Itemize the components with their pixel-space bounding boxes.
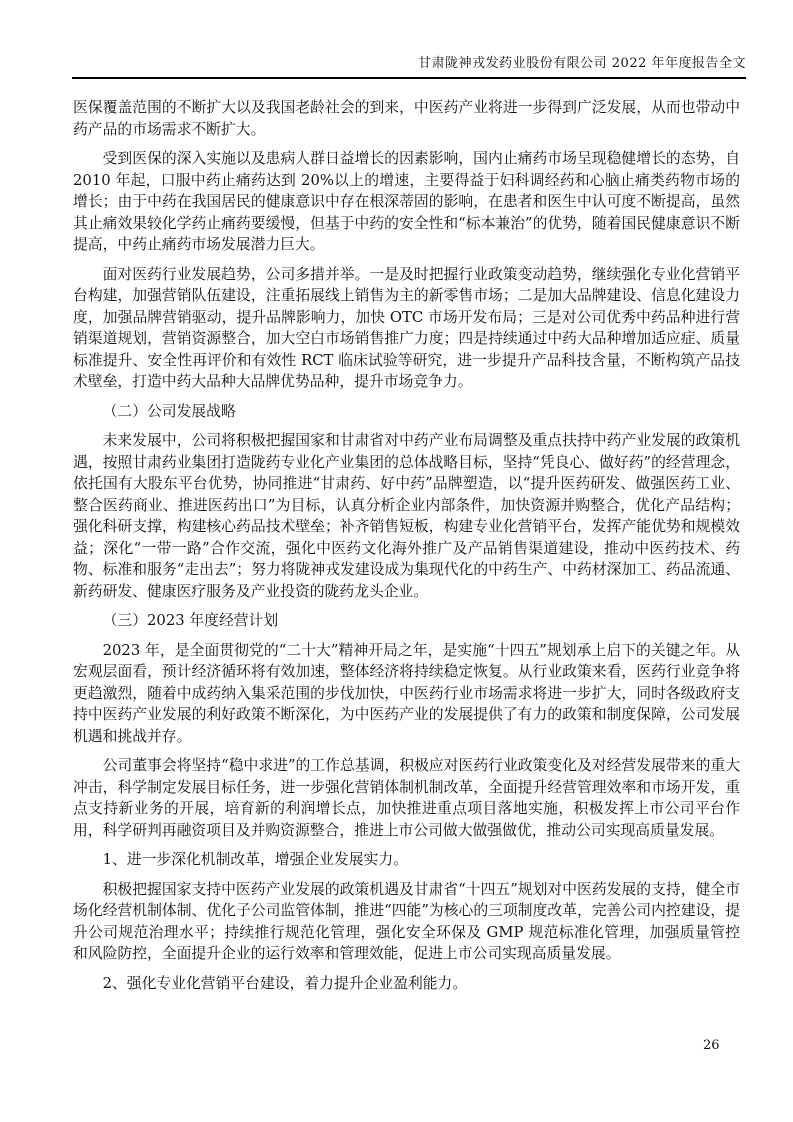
page-footer: [703, 1038, 720, 1053]
list-item-1: 1、进一步深化机制改革，增强企业发展实力。: [102, 851, 408, 868]
paragraph: 公司董事会将坚持“稳中求进”的工作总基调，积极应对医药行业政策变化及对经营发展带来的重大冲击，科学制定发展目标任务，进一步强化营销体制机制改革，全面提升经营管理效率和市场开发，重点支持新业务的开展，培育新的利润增长点，加快推进重点项目落地实施，积极发挥上市公司平台作用，科学研判再融资项目及并购资源整合，推进上市公司做大做强做优，推动公司实现高质量发展。: [73, 757, 740, 839]
section-heading-2023-plan: （三）2023 年度经营计划: [102, 612, 279, 629]
paragraph: 积极把握国家支持中医药产业发展的政策机遇及甘肃省“十四五”规划对中医药发展的支持，健全市场化经营机制体制、优化子公司监管体制，推进“四能”为核心的三项制度改革，完善公司内控建设，提升公司规范治理水平；持续推行规范化管理，强化安全环保及 GMP 规范标准化管理，加强质量管控和风险防控，全面提升企业的运行效率和管理效能，促进上市公司实现高质量发展。: [73, 880, 740, 962]
list-item-2: 2、强化专业化营销平台建设，着力提升企业盈利能力。: [102, 974, 468, 992]
paragraph: 未来发展中，公司将积极把握国家和甘肃省对中药产业布局调整及重点扶持中药产业发展的政策机遇，按照甘肃药业集团打造陇药专业化产业集团的总体战略目标，坚持“凭良心、做好药”的经营理念，依托国有大股东平台优势，协同推进“甘肃药、好中药”品牌塑造，以“提升医药研发、做强医药工业、整合医药商业、推进医药出口”为目标，认真分析企业内部条件，加快资源并购整合，优化产品结构；强化科研支撑，构建核心药品技术壁垒；补齐销售短板，构建专业化营销平台，发挥产能优势和规模效益；深化“一带一路”合作交流，强化中医药文化海外推广及产品销售渠道建设，推动中医药技术、药物、标准和服务“走出去”；努力将陇神戎发建设成为集现代化的中药生产、中药材深加工、药品流通、新药研发、健康医疗服务及产业投资的陇药龙头企业。: [73, 432, 740, 600]
page-header: [72, 52, 746, 79]
document-body: [73, 97, 740, 1002]
section-heading-company-strategy: （二）公司发展战略: [102, 402, 236, 420]
paragraph: 受到医保的深入实施以及患病人群日益增长的因素影响，国内止痛药市场呈现稳健增长的态势，自 2010 年起，口服中药止痛药达到 20%以上的增速，主要得益于妇科调经药和心脑止痛类药物市场的增长；由于中药在我国居民的健康意识中存在根深蒂固的影响，在患者和医生中认可度不断提高，虽然其止痛效果较化学药止痛药要缓慢，但基于中药的安全性和“标本兼治”的优势，随着国民健康意识不断提高，中药止痛药市场发展潜力巨大。: [73, 150, 740, 253]
paragraph: 面对医药行业发展趋势，公司多措并举。一是及时把握行业政策变动趋势，继续强化专业化营销平台构建，加强营销队伍建设，注重拓展线上销售为主的新零售市场；二是加大品牌建设、信息化建设力度，加强品牌营销驱动，提升品牌影响力，加快 OTC 市场开发布局；三是对公司优秀中药品种进行营销渠道规划，营销资源整合，加大空白市场销售推广力度；四是持续通过中药大品种增加适应症、质量标准提升、安全性再评价和有效性 RCT 临床试验等研究，进一步提升产品科技含量，不断构筑产品技术壁垒，打造中药大品种大品牌优势品种，提升市场竞争力。: [73, 265, 740, 390]
report-header-title: 甘肃陇神戎发药业股份有限公司 2022 年年度报告全文: [418, 56, 746, 71]
page-number: 26: [703, 1038, 720, 1053]
paragraph: 2023 年，是全面贯彻党的“二十大”精神开局之年，是实施“十四五”规划承上启下的关键之年。从宏观层面看，预计经济循环将有效加速，整体经济将持续稳定恢复。从行业政策来看，医药行业竞争将更趋激烈，随着中成药纳入集采范围的步伐加快，中医药行业市场需求将进一步扩大，同时各级政府支持中医药产业发展的利好政策不断深化，为中医药产业的发展提供了有力的政策和制度保障，公司发展机遇和挑战并存。: [73, 641, 740, 745]
paragraph-continuation: 医保覆盖范围的不断扩大以及我国老龄社会的到来，中医药产业将进一步得到广泛发展，从而也带动中药产品的市场需求不断扩大。: [73, 99, 740, 138]
